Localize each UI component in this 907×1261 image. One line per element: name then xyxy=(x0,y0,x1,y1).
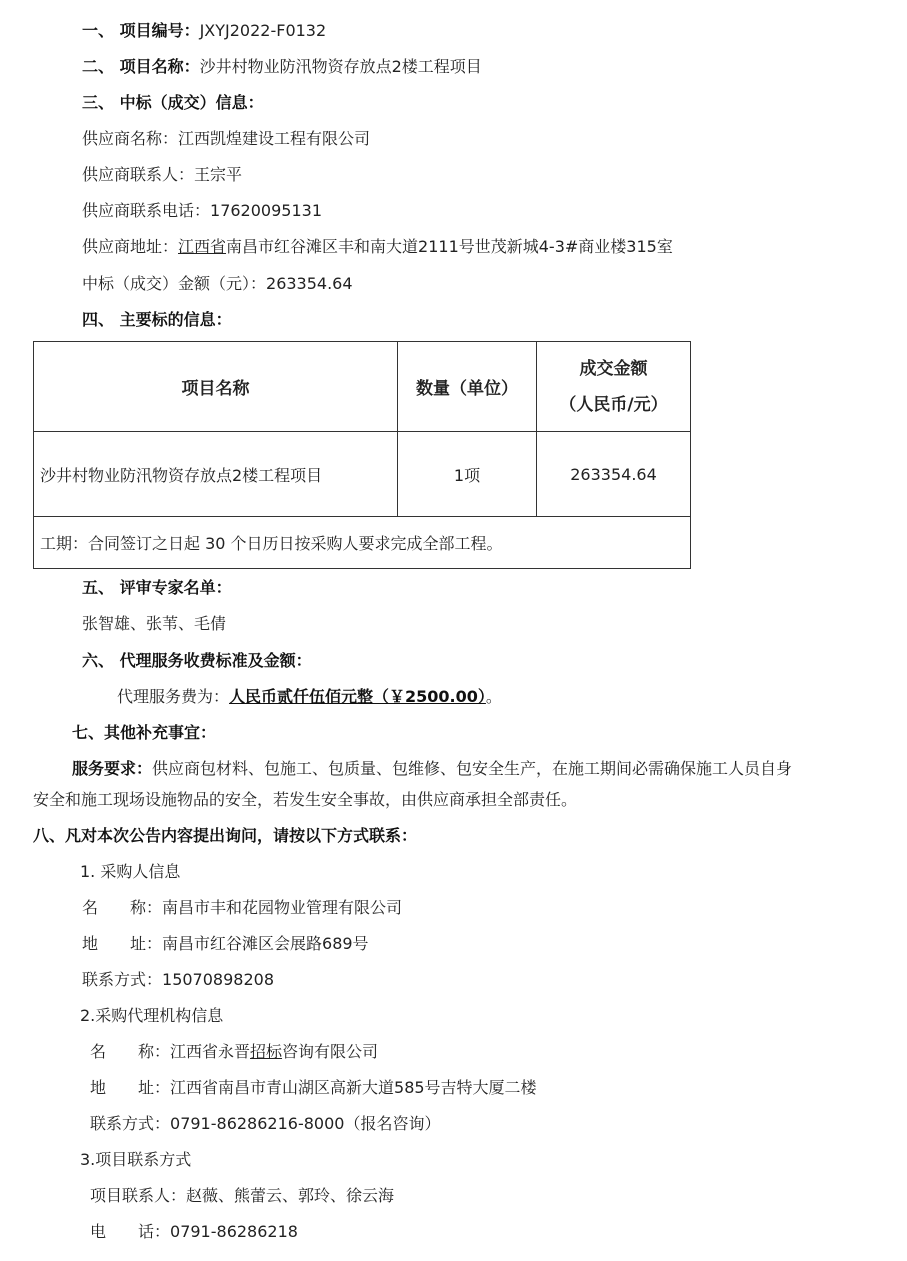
section-2-label: 二、 项目名称： xyxy=(82,57,200,76)
expert-list: 张智雄、张苇、毛倩 xyxy=(82,614,227,633)
header-amount xyxy=(537,342,691,432)
agency-fee-end: 。 xyxy=(485,687,502,706)
header-quantity: 数量（单位） xyxy=(398,342,537,432)
section-7-heading: 七、其他补充事宜： xyxy=(72,723,217,742)
section-8-heading: 八、凡对本次公告内容提出询问，请按以下方式联系： xyxy=(33,826,418,845)
agency-info-title: 2.采购代理机构信息 xyxy=(80,1006,224,1025)
project-phone-label: 电 话： xyxy=(90,1222,171,1241)
supplier-phone-label: 供应商联系电话： xyxy=(82,201,211,220)
agency-name-label: 名 称： xyxy=(90,1042,171,1061)
buyer-address-label: 地 址： xyxy=(82,934,163,953)
agency-name-line xyxy=(90,1041,378,1063)
supplier-contact-label: 供应商联系人： xyxy=(82,165,195,184)
agency-address-label: 地 址： xyxy=(90,1078,171,1097)
section-4-heading: 四、 主要标的信息： xyxy=(82,310,232,329)
supplier-contact: 王宗平 xyxy=(194,165,243,184)
agency-name-b: 咨询有限公司 xyxy=(282,1042,379,1061)
project-phone-line xyxy=(90,1221,298,1243)
agency-fee-label: 代理服务费为： xyxy=(117,687,230,706)
cell-project-name: 沙井村物业防汛物资存放点2楼工程项目 xyxy=(34,432,398,517)
project-contact-line xyxy=(90,1185,394,1207)
project-name: 沙井村物业防汛物资存放点2楼工程项目 xyxy=(199,57,482,76)
buyer-phone: 15070898208 xyxy=(162,970,274,989)
construction-period-note: 工期：合同签订之日起 30 个日历日按采购人要求完成全部工程。 xyxy=(34,517,691,569)
section-5-heading: 五、 评审专家名单： xyxy=(82,578,232,597)
project-number-line xyxy=(82,20,326,42)
section-3-heading: 三、 中标（成交）信息： xyxy=(82,93,264,112)
buyer-phone-line xyxy=(82,969,274,991)
agency-phone-label: 联系方式： xyxy=(90,1114,171,1133)
buyer-address-line xyxy=(82,933,369,955)
project-name-line xyxy=(82,56,482,78)
agency-phone-line xyxy=(90,1113,440,1135)
supplier-address-underlined: 江西省 xyxy=(178,237,227,256)
supplier-address-line xyxy=(82,236,673,258)
supplier-name: 江西凯煌建设工程有限公司 xyxy=(178,129,371,148)
project-contact-label: 项目联系人： xyxy=(90,1186,187,1205)
supplier-name-line xyxy=(82,128,370,150)
project-contact-title: 3.项目联系方式 xyxy=(80,1150,192,1169)
agency-address: 江西省南昌市青山湖区高新大道585号吉特大厦二楼 xyxy=(170,1078,537,1097)
agency-name-a: 江西省永晋 xyxy=(170,1042,251,1061)
buyer-name-line xyxy=(82,897,402,919)
buyer-name: 南昌市丰和花园物业管理有限公司 xyxy=(162,898,403,917)
table-row xyxy=(34,432,691,517)
winning-amount: 263354.64 xyxy=(266,274,353,293)
winning-amount-line xyxy=(82,273,353,295)
buyer-address: 南昌市红谷滩区会展路689号 xyxy=(162,934,369,953)
cell-quantity: 1项 xyxy=(398,432,537,517)
project-phone: 0791-86286218 xyxy=(170,1222,298,1241)
buyer-phone-label: 联系方式： xyxy=(82,970,163,989)
main-subject-table xyxy=(33,341,691,569)
table-header-row xyxy=(34,342,691,432)
agency-phone: 0791-86286216-8000（报名咨询） xyxy=(170,1114,441,1133)
supplier-contact-line xyxy=(82,164,242,186)
agency-address-line xyxy=(90,1077,537,1099)
cell-amount: 263354.64 xyxy=(537,432,691,517)
header-amount-line1: 成交金额 xyxy=(579,358,648,379)
project-contacts: 赵薇、熊蕾云、郭玲、徐云海 xyxy=(186,1186,395,1205)
agency-name-underlined: 招标 xyxy=(250,1042,283,1061)
buyer-info-title: 1. 采购人信息 xyxy=(80,862,181,881)
table-note-row xyxy=(34,517,691,569)
winning-amount-label: 中标（成交）金额（元）： xyxy=(82,274,267,293)
header-amount-line2: （人民币/元） xyxy=(559,394,668,415)
service-requirement-line2: 安全和施工现场设施物品的安全，若发生安全事故，由供应商承担全部责任。 xyxy=(33,790,578,809)
supplier-address: 南昌市红谷滩区丰和南大道2111号世茂新城4-3#商业楼315室 xyxy=(226,237,673,256)
service-requirement-text1: 供应商包材料、包施工、包质量、包维修、包安全生产，在施工期间必需确保施工人员自身 xyxy=(152,759,793,778)
header-project-name: 项目名称 xyxy=(34,342,398,432)
service-requirement-label: 服务要求： xyxy=(72,759,153,778)
supplier-address-label: 供应商地址： xyxy=(82,237,179,256)
section-6-heading: 六、 代理服务收费标准及金额： xyxy=(82,651,312,670)
service-requirement-line1 xyxy=(72,758,792,780)
agency-fee-value: 人民币贰仟伍佰元整（￥2500.00） xyxy=(229,687,486,706)
buyer-name-label: 名 称： xyxy=(82,898,163,917)
supplier-phone: 17620095131 xyxy=(210,201,322,220)
supplier-name-label: 供应商名称： xyxy=(82,129,179,148)
agency-fee-line xyxy=(117,686,502,708)
project-number: JXYJ2022-F0132 xyxy=(199,21,327,40)
section-1-label: 一、 项目编号： xyxy=(82,21,200,40)
supplier-phone-line xyxy=(82,200,322,222)
